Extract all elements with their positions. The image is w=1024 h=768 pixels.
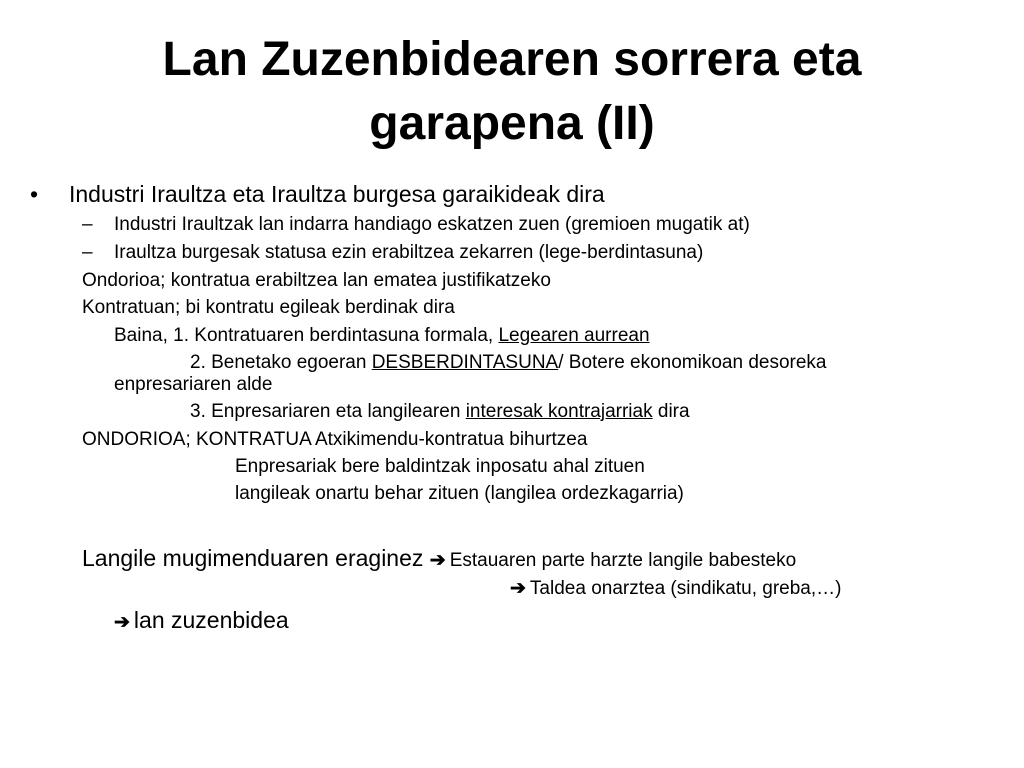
taldea-text: Taldea onarztea (sindikatu, greba,…) (529, 578, 842, 599)
dash-icon: – (82, 214, 93, 235)
enpresariak-line: Enpresariak bere baldintzak inposatu ahal zituen (235, 456, 645, 477)
arrow-right-icon: ➔ (510, 578, 526, 599)
slide-title (0, 28, 1024, 156)
estauaren-text: Estauaren parte harzte langile babesteko (449, 550, 797, 571)
point-2 (190, 352, 827, 374)
bullet-icon: • (30, 181, 39, 207)
title-line-1: Lan Zuzenbidearen sorrera eta (162, 33, 862, 86)
point-1-underlined: Legearen aurrean (498, 325, 650, 346)
main-bullet-text: Industri Iraultza eta Iraultza burgesa garaikideak dira (69, 181, 605, 207)
point-3-suffix: dira (652, 401, 690, 422)
taldea-line (510, 578, 841, 600)
arrow-right-icon: ➔ (114, 612, 130, 633)
langile-mugimendua-text: Langile mugimenduaren eraginez (82, 545, 430, 571)
lan-zuzenbidea-text: lan zuzenbidea (133, 607, 289, 633)
dash-icon: – (82, 242, 93, 263)
arrow-right-icon: ➔ (429, 550, 446, 571)
point-3 (190, 401, 690, 423)
point-2-underlined: DESBERDINTASUNA (371, 352, 559, 373)
lan-zuzenbidea-line (114, 607, 289, 634)
point-3-underlined: interesak kontrajarriak (465, 401, 653, 422)
point-1 (114, 325, 650, 347)
point-1-text: Baina, 1. Kontratuaren berdintasuna formala, (114, 325, 499, 346)
title-line-2: garapena (II) (369, 97, 655, 150)
ondorioa-line: Ondorioa; kontratua erabiltzea lan ematea justifikatzeko (82, 270, 551, 291)
point-2-continuation: enpresariaren alde (114, 374, 273, 395)
sub-bullet-1: Industri Iraultzak lan indarra handiago eskatzen zuen (gremioen mugatik at) (114, 214, 750, 235)
ondorioa-kontratua-line: ONDORIOA; KONTRATUA Atxikimendu-kontratua bihurtzea (82, 429, 588, 450)
sub-bullet-2: Iraultza burgesak statusa ezin erabiltzea zekarren (lege-berdintasuna) (114, 242, 704, 263)
kontratuan-line: Kontratuan; bi kontratu egileak berdinak dira (82, 297, 455, 318)
langile-mugimendua-line (82, 545, 796, 572)
point-3-text: 3. Enpresariaren eta langilearen (190, 401, 466, 422)
langileak-line: langileak onartu behar zituen (langilea ordezkagarria) (235, 483, 684, 504)
point-2-suffix: / Botere ekonomikoan desoreka (558, 352, 827, 373)
point-2-text: 2. Benetako egoeran (190, 352, 372, 373)
